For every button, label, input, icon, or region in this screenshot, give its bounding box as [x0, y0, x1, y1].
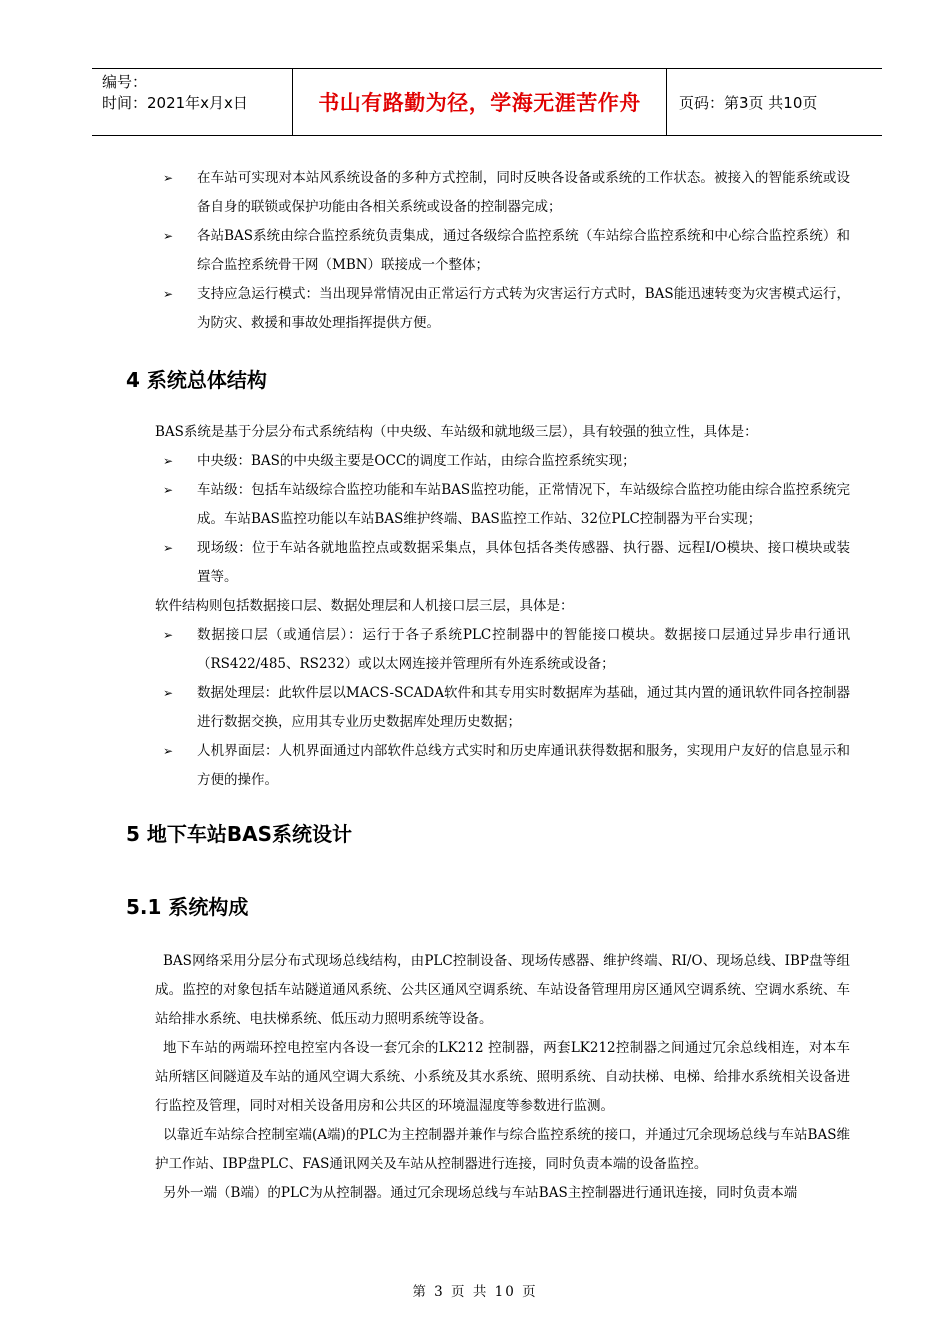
header-page-number: 页码：第3页 共10页: [679, 93, 818, 112]
bullet-arrow-icon: ➢: [163, 628, 174, 642]
list-item: ➢ 现场级：位于车站各就地监控点或数据采集点，具体包括各类传感器、执行器、远程I/O模块、接口模块或装置等。: [155, 534, 850, 592]
list-item: ➢ 支持应急运行模式：当出现异常情况由正常运行方式转为灾害运行方式时，BAS能迅速转变为灾害模式运行，为防灾、救援和事故处理指挥提供方便。: [155, 280, 850, 338]
top-bullet-list: [155, 164, 850, 338]
list-item: ➢ 中央级：BAS的中央级主要是OCC的调度工作站，由综合监控系统实现；: [155, 447, 850, 476]
paragraph: BAS网络采用分层分布式现场总线结构，由PLC控制设备、现场传感器、维护终端、RI/O、现场总线、IBP盘等组成。监控的对象包括车站隧道通风系统、公共区通风空调系统、车站设备管理用房区通风空调系统、空调水系统、车站给排水系统、电扶梯系统、低压动力照明系统等设备。: [155, 953, 850, 1027]
page-footer: 第 3 页 共 10 页: [412, 1284, 538, 1300]
page-header: [92, 68, 882, 136]
paragraph: 地下车站的两端环控电控室内各设一套冗余的LK212 控制器，两套LK212控制器之间通过冗余总线相连，对本车站所辖区间隧道及车站的通风空调大系统、小系统及其水系统、照明系统、自动扶梯、电梯、给排水系统相关设备进行监控及管理，同时对相关设备用房和公共区的环境温湿度等参数进行监测。: [155, 1040, 850, 1114]
bullet-arrow-icon: ➢: [163, 686, 174, 700]
list-item: ➢ 人机界面层：人机界面通过内部软件总线方式实时和历史库通讯获得数据和服务，实现用户友好的信息显示和方便的操作。: [155, 737, 850, 795]
document-number-label: 编号：: [102, 73, 148, 91]
bullet-arrow-icon: ➢: [163, 483, 174, 497]
header-meta: [92, 69, 293, 135]
list-item: ➢ 各站BAS系统由综合监控系统负责集成，通过各级综合监控系统（车站综合监控系统和中心综合监控系统）和综合监控系统骨干网（MBN）联接成一个整体；: [155, 222, 850, 280]
bullet-arrow-icon: ➢: [163, 171, 174, 185]
header-motto: 书山有路勤为径，学海无涯苦作舟: [293, 69, 667, 135]
section-5-1-heading: 5.1 系统构成: [126, 895, 249, 919]
section-5-heading: 5 地下车站BAS系统设计: [126, 822, 353, 846]
section-4-intro: BAS系统是基于分层分布式系统结构（中央级、车站级和就地级三层），具有较强的独立性，具体是：: [155, 424, 758, 440]
bullet-arrow-icon: ➢: [163, 744, 174, 758]
paragraph: 以靠近车站综合控制室端(A端)的PLC为主控制器并兼作与综合监控系统的接口，并通过冗余现场总线与车站BAS维护工作站、IBP盘PLC、FAS通讯网关及车站从控制器进行连接，同时负责本端的设备监控。: [155, 1127, 850, 1172]
list-item: ➢ 数据处理层：此软件层以MACS-SCADA软件和其专用实时数据库为基础，通过其内置的通讯软件同各控制器进行数据交换，应用其专业历史数据库处理历史数据；: [155, 679, 850, 737]
document-time-label: 时间：2021年x月x日: [102, 94, 248, 112]
section-4-heading: 4 系统总体结构: [126, 368, 267, 392]
section-5-1-body: [155, 947, 850, 1208]
bullet-arrow-icon: ➢: [163, 541, 174, 555]
bullet-arrow-icon: ➢: [163, 287, 174, 301]
bullet-arrow-icon: ➢: [163, 454, 174, 468]
section-4-body: [155, 418, 850, 795]
list-item: ➢ 车站级：包括车站级综合监控功能和车站BAS监控功能，正常情况下，车站级综合监控功能由综合监控系统完成。车站BAS监控功能以车站BAS维护终端、BAS监控工作站、32位PLC控制器为平台实现；: [155, 476, 850, 534]
list-item: ➢ 在车站可实现对本站风系统设备的多种方式控制，同时反映各设备或系统的工作状态。被接入的智能系统或设备自身的联锁或保护功能由各相关系统或设备的控制器完成；: [155, 164, 850, 222]
paragraph: 另外一端（B端）的PLC为从控制器。通过冗余现场总线与车站BAS主控制器进行通讯连接，同时负责本端: [163, 1185, 798, 1201]
bullet-arrow-icon: ➢: [163, 229, 174, 243]
software-structure-intro: 软件结构则包括数据接口层、数据处理层和人机接口层三层，具体是：: [155, 598, 574, 614]
list-item: ➢ 数据接口层（或通信层）：运行于各子系统PLC控制器中的智能接口模块。数据接口层通过异步串行通讯（RS422/485、RS232）或以太网连接并管理所有外连系统或设备；: [155, 621, 850, 679]
